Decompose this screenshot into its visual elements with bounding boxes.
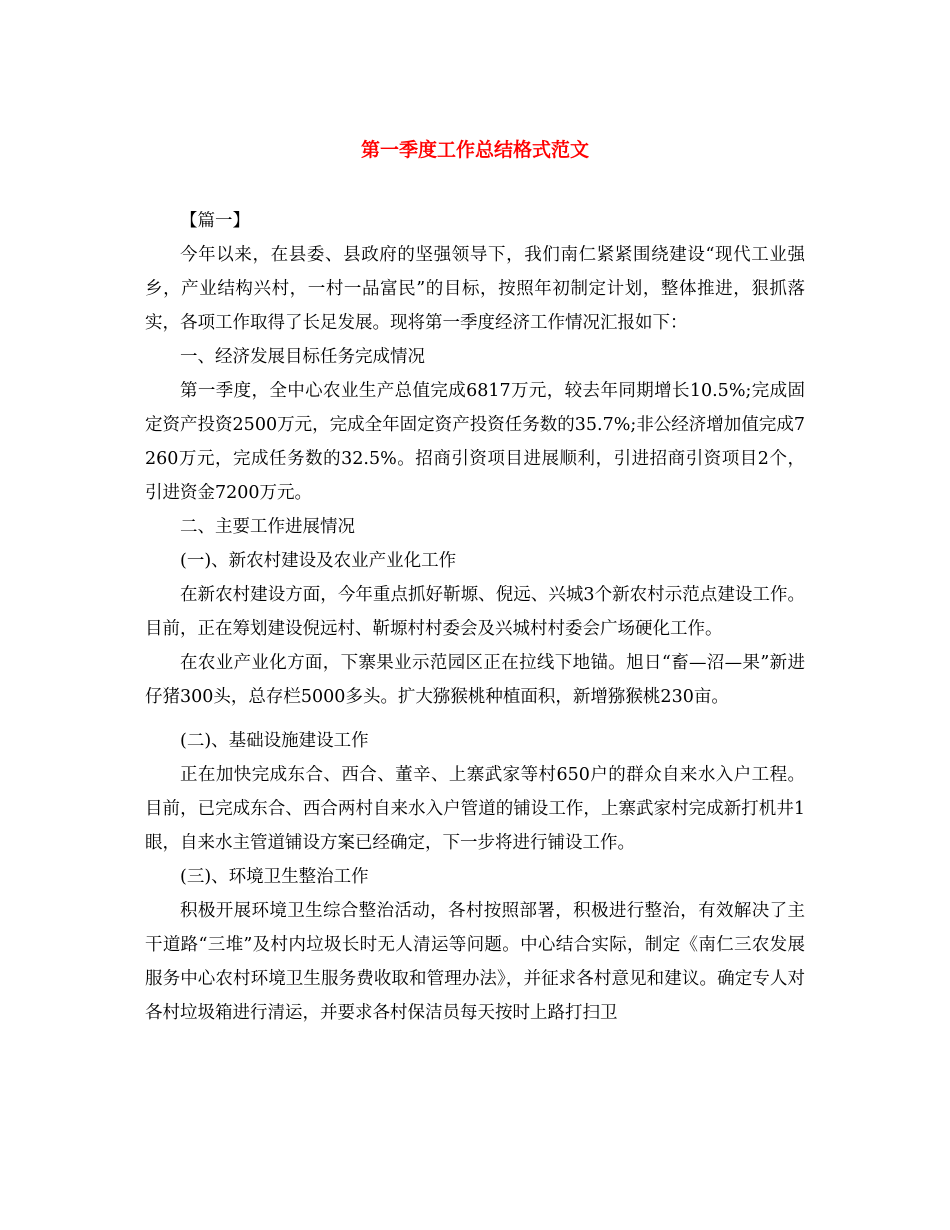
heading-economic-targets: 一、经济发展目标任务完成情况 bbox=[180, 347, 425, 367]
new-rural-paragraph: 在新农村建设方面，今年重点抓好靳塬、倪远、兴城3个新农村示范点建设工作。目前，正在筹划建设倪远村、靳塬村村委会及兴城村村委会广场硬化工作。 bbox=[145, 585, 805, 639]
heading-main-progress: 二、主要工作进展情况 bbox=[180, 517, 355, 537]
subheading-environment: (三)、环境卫生整治工作 bbox=[180, 867, 369, 887]
subheading-new-rural: (一)、新农村建设及农业产业化工作 bbox=[180, 551, 457, 571]
document-title: 第一季度工作总结格式范文 bbox=[360, 139, 589, 161]
agri-industry-paragraph: 在农业产业化方面，下寨果业示范园区正在拉线下地锚。旭日“畜—沼—果”新进仔猪300头，总存栏5000多头。扩大猕猴桃种植面积，新增猕猴桃230亩。 bbox=[145, 653, 806, 707]
intro-paragraph: 今年以来，在县委、县政府的坚强领导下，我们南仁紧紧围绕建设“现代工业强乡，产业结构兴村，一村一品富民”的目标，按照年初制定计划，整体推进，狠抓落实，各项工作取得了长足发展。现将第一季度经济工作情况汇报如下： bbox=[145, 245, 805, 333]
infrastructure-paragraph: 正在加快完成东合、西合、董辛、上寨武家等村650户的群众自来水入户工程。目前，已完成东合、西合两村自来水入户管道的铺设工作，上寨武家村完成新打机井1眼，自来水主管道铺设方案已经确定，下一步将进行铺设工作。 bbox=[145, 765, 805, 853]
section-label-part-one: 【篇一】 bbox=[180, 211, 250, 231]
subheading-infrastructure: (二)、基础设施建设工作 bbox=[180, 731, 369, 751]
economic-targets-paragraph: 第一季度，全中心农业生产总值完成6817万元，较去年同期增长10.5%;完成固定资产投资2500万元，完成全年固定资产投资任务数的35.7%;非公经济增加值完成7260万元，完成任务数的32.5%。招商引资项目进展顺利，引进招商引资项目2个，引进资金7200万元。 bbox=[145, 381, 805, 503]
environment-paragraph: 积极开展环境卫生综合整治活动，各村按照部署，积极进行整治，有效解决了主干道路“三堆”及村内垃圾长时无人清运等问题。中心结合实际，制定《南仁三农发展服务中心农村环境卫生服务费收取和管理办法》，并征求各村意见和建议。确定专人对各村垃圾箱进行清运，并要求各村保洁员每天按时上路打扫卫 bbox=[145, 901, 805, 1023]
document-body bbox=[145, 204, 805, 1030]
